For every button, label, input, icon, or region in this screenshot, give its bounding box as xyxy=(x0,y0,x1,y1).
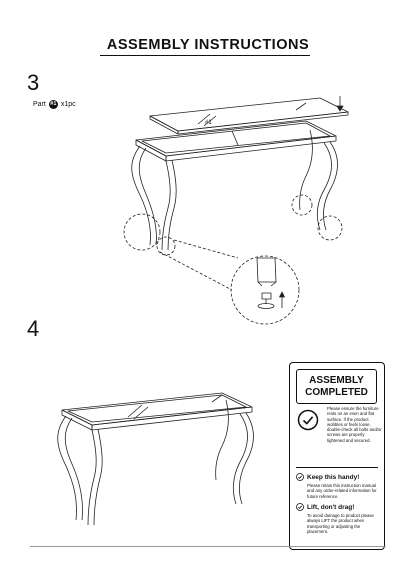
tip-lift-dont-drag xyxy=(296,503,380,534)
check-circle-icon xyxy=(297,409,319,431)
table-frame-step3 xyxy=(132,121,338,250)
completed-check-text: Please ensure the furniture rests on an even and flat surface. If the product wobbles or feels loose, double-check all bolts and/or screws are properly tightened and secured. xyxy=(327,406,382,443)
tip-keep-handy xyxy=(296,473,380,499)
part-quantity: x1pc xyxy=(60,101,76,108)
small-check-icon xyxy=(296,503,304,511)
tip-text: Please retain this instruction manual and any order-related information for future reference. xyxy=(307,483,377,499)
completed-heading-line2: COMPLETED xyxy=(305,386,368,398)
tip-text: To avoid damage to product please always LIFT the product when transporting or adjusting the placement. xyxy=(307,513,374,534)
page-title: ASSEMBLY INSTRUCTIONS xyxy=(106,37,310,53)
completed-heading xyxy=(296,369,377,404)
completed-divider xyxy=(296,467,378,468)
part-badge: #1 xyxy=(50,101,57,107)
small-check-icon xyxy=(296,473,304,481)
completed-heading-line1: ASSEMBLY xyxy=(309,375,364,386)
bottom-divider xyxy=(30,546,386,547)
step-3-number: 3 xyxy=(27,70,40,95)
tip-title: Lift, don't drag! xyxy=(307,503,355,511)
step-4-number: 4 xyxy=(27,316,40,341)
assembly-completed-panel xyxy=(289,362,385,550)
part-prefix: Part xyxy=(33,101,46,108)
assembled-table-step4 xyxy=(58,393,254,525)
tip-title: Keep this handy! xyxy=(307,473,360,481)
diagram-part-label: #1 xyxy=(205,120,212,126)
